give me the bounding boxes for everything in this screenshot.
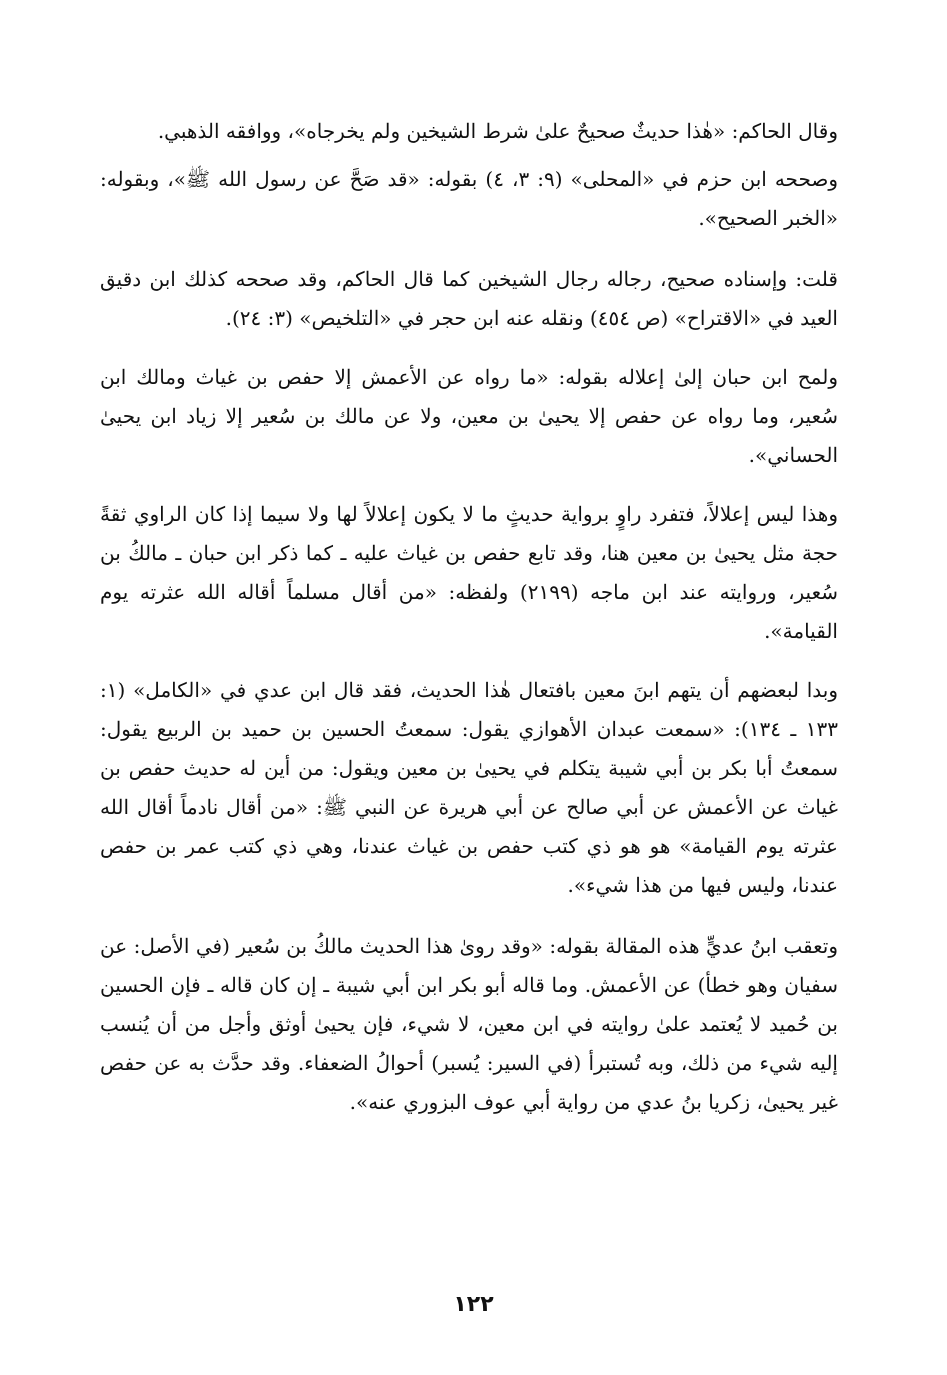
paragraph-isnad: قلت: وإسناده صحيح، رجاله رجال الشيخين كما قال الحاكم، وقد صححه كذلك ابن دقيق العيد في «الاقتراح» (ص ٤٥٤) ونقله عنه ابن حجر في «التلخيص» (٣: ٢٤). — [100, 267, 838, 330]
page-body — [100, 112, 838, 1122]
paragraph-ibn-hazm: وصححه ابن حزم في «المحلى» (٩: ٣، ٤) بقوله: «قد صَحَّ عن رسول الله ﷺ»، وبقوله: «الخبر الصحيح». — [100, 167, 839, 230]
paragraph-ibn-hibban: ولمح ابن حبان إلىٰ إعلاله بقوله: «ما رواه عن الأعمش إلا حفص بن غياث ومالك ابن سُعير، وما رواه عن حفص إلا يحيىٰ بن معين، ولا عن مالك بن سُعير إلا زياد ابن يحيىٰ الحساني». — [100, 365, 838, 467]
paragraph-accusation: وبدا لبعضهم أن يتهم ابنَ معين بافتعال هٰذا الحديث، فقد قال ابن عدي في «الكامل» (١: ١٣٣ ـ ١٣٤): «سمعت عبدان الأهوازي يقول: سمعتُ الحسين بن حميد بن الربيع يقول: سمعتُ أبا بكر بن أبي شيبة يتكلم في يحيىٰ بن معين ويقول: من أين له حديث حفص بن غياث عن الأعمش عن أبي صالح عن أبي هريرة عن النبي ﷺ: «من أقال نادماً أقال الله عثرته يوم القيامة» هو هو ذي كتب حفص بن غياث عندنا، وهي ذي كتب عمر بن حفص عندنا، وليس فيها من هذا شيء». — [100, 678, 838, 897]
paragraph-ibn-adi-reply: وتعقب ابنُ عديٍّ هذه المقالة بقوله: «وقد روىٰ هذا الحديث مالكُ بن سُعير (في الأصل: عن سفيان وهو خطأ) عن الأعمش. وما قاله أبو بكر ابن أبي شيبة ـ إن كان قاله ـ فإن الحسين بن حُميد لا يُعتمد علىٰ روايته في ابن معين، لا شيء، فإن يحيىٰ أوثق وأجل من أن يُنسب إليه شيء من ذلك، وبه تُستبرأ (في السير: يُسبر) أحوالُ الضعفاء. وقد حدَّث به عن حفص غير يحيىٰ، زكريا بنُ عدي من رواية أبي عوف البزوري عنه». — [100, 934, 838, 1114]
paragraph-hakim: وقال الحاكم: «هٰذا حديثٌ صحيحٌ علىٰ شرط الشيخين ولم يخرجاه»، ووافقه الذهبي. — [157, 119, 838, 143]
page-number: ١٢٢ — [453, 1292, 494, 1317]
paragraph-not-defect: وهذا ليس إعلالاً، فتفرد راوٍ برواية حديثٍ ما لا يكون إعلالاً لها ولا سيما إذا كان الراوي ثقةً حجة مثل يحيىٰ بن معين هنا، وقد تابع حفص بن غياث عليه ـ كما ذكر ابن حبان ـ مالكُ بن سُعير، وروايته عند ابن ماجه (٢١٩٩) ولفظه: «من أقال مسلماً أقاله الله عثرته يوم القيامة». — [100, 502, 838, 643]
